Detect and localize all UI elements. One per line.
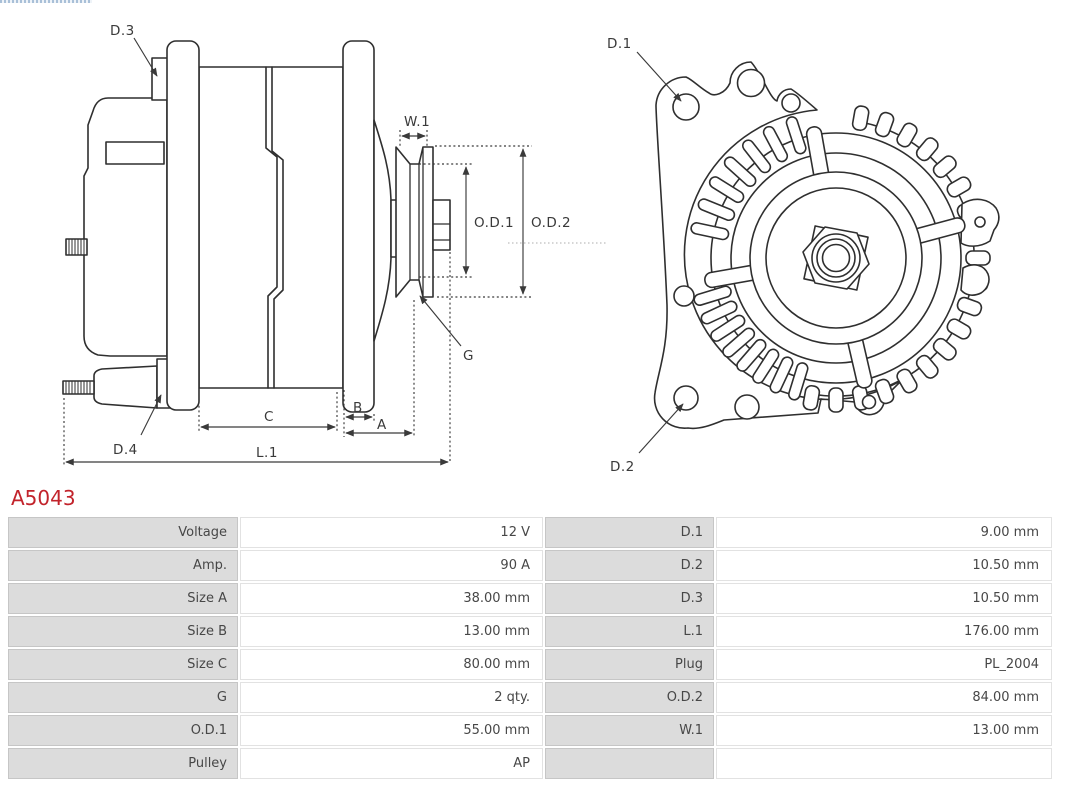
dim-label-a: A xyxy=(377,417,387,433)
spec-label: D.3 xyxy=(545,583,714,614)
spec-label: Voltage xyxy=(8,517,238,548)
dim-label-d1: D.1 xyxy=(607,36,632,52)
spec-label: L.1 xyxy=(545,616,714,647)
spec-label: Size A xyxy=(8,583,238,614)
spec-label: Amp. xyxy=(8,550,238,581)
spec-label: Pulley xyxy=(8,748,238,779)
front-view-outline xyxy=(655,62,999,428)
spec-value: 176.00 mm xyxy=(716,616,1052,647)
spec-value: 38.00 mm xyxy=(240,583,543,614)
spec-label: D.1 xyxy=(545,517,714,548)
spec-label: Plug xyxy=(545,649,714,680)
dim-label-c: C xyxy=(264,409,274,425)
spec-value: 55.00 mm xyxy=(240,715,543,746)
dim-label-b: B xyxy=(353,400,363,416)
part-number: A5043 xyxy=(11,486,76,510)
spec-value: 90 A xyxy=(240,550,543,581)
dim-label-d2: D.2 xyxy=(610,459,635,475)
spec-value: PL_2004 xyxy=(716,649,1052,680)
spec-label: G xyxy=(8,682,238,713)
spec-table xyxy=(8,517,1062,779)
spec-value xyxy=(716,748,1052,779)
dim-label-od2: O.D.2 xyxy=(531,215,572,231)
spec-value: 84.00 mm xyxy=(716,682,1052,713)
spec-value: 2 qty. xyxy=(240,682,543,713)
spec-label: Size C xyxy=(8,649,238,680)
spec-label: O.D.1 xyxy=(8,715,238,746)
spec-label: D.2 xyxy=(545,550,714,581)
spec-value: 12 V xyxy=(240,517,543,548)
spec-value: 80.00 mm xyxy=(240,649,543,680)
dim-label-d3: D.3 xyxy=(110,23,135,39)
spec-label: Size B xyxy=(8,616,238,647)
spec-value: 13.00 mm xyxy=(716,715,1052,746)
spec-value: 9.00 mm xyxy=(716,517,1052,548)
spec-value: 10.50 mm xyxy=(716,550,1052,581)
dim-label-g: G xyxy=(463,348,474,364)
dim-label-d4: D.4 xyxy=(113,442,138,458)
spec-label: O.D.2 xyxy=(545,682,714,713)
side-view-outline xyxy=(63,41,450,412)
spec-label: W.1 xyxy=(545,715,714,746)
dim-label-l1: L.1 xyxy=(256,445,278,461)
spec-label xyxy=(545,748,714,779)
spec-value: AP xyxy=(240,748,543,779)
dim-label-w1: W.1 xyxy=(404,114,431,130)
dim-label-od1: O.D.1 xyxy=(474,215,515,231)
spec-value: 13.00 mm xyxy=(240,616,543,647)
spec-value: 10.50 mm xyxy=(716,583,1052,614)
